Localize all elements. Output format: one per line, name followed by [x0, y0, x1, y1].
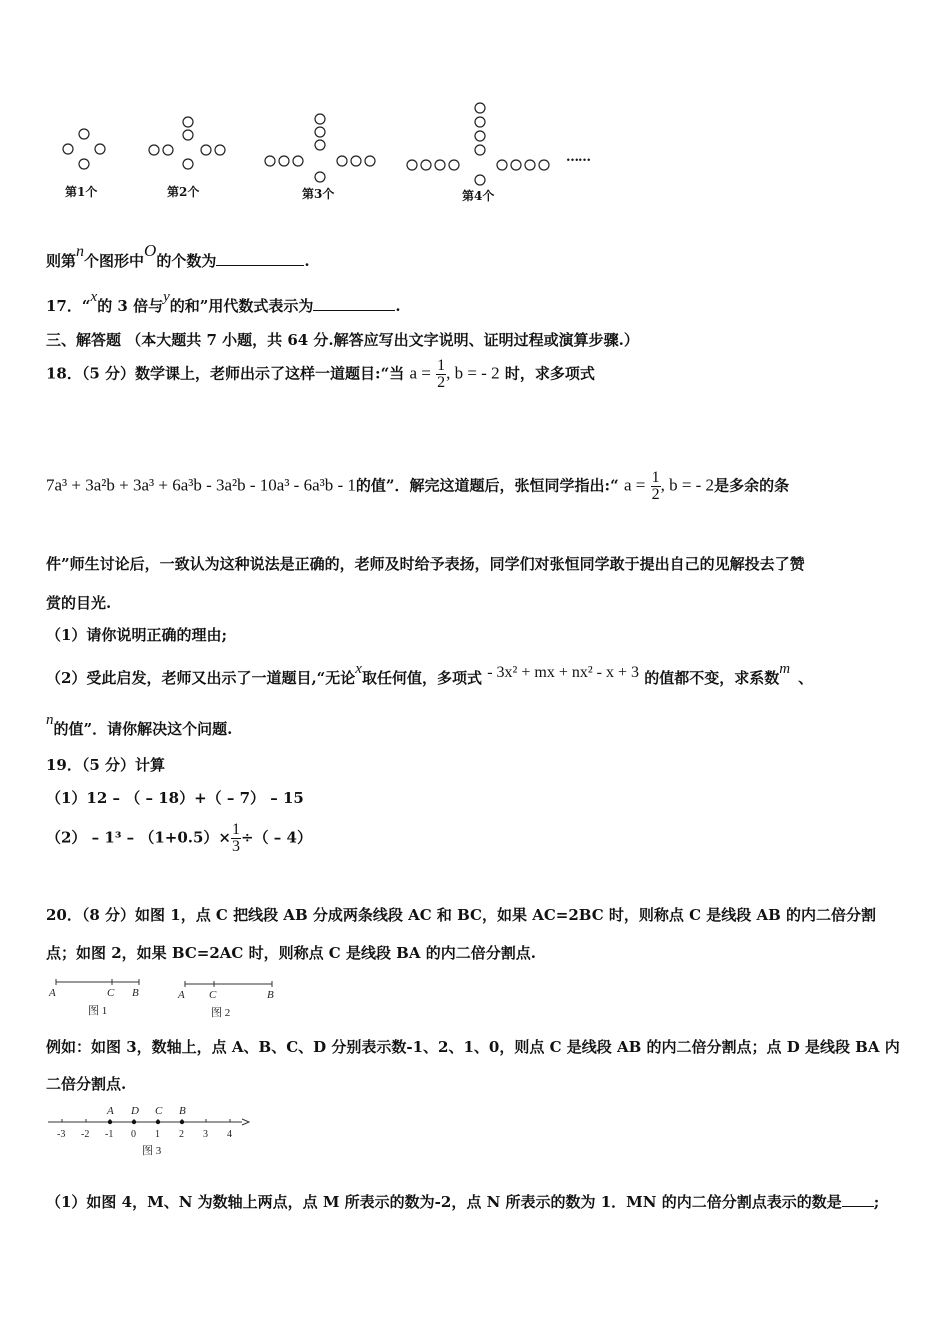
tick-label: 0: [131, 1129, 136, 1140]
fig1-caption: 图 1: [88, 1005, 108, 1017]
number-line-figure-3: [46, 1103, 256, 1161]
var-n: n: [76, 243, 85, 260]
circle: [315, 127, 325, 137]
circle: [421, 160, 431, 170]
var-o: O: [144, 241, 157, 260]
segment-figures-1-2: [46, 974, 296, 1022]
figure-caption-4: 第4个: [462, 189, 495, 203]
section-3-heading: 三、解答题 （本大题共 7 小题，共 64 分.解答应写出文字说明、证明过程或演算步骤.）: [46, 331, 639, 349]
point-label-a: A: [107, 1105, 114, 1117]
circle: [475, 131, 485, 141]
var-x: x: [90, 289, 98, 305]
tick-label: 1: [155, 1129, 160, 1140]
circle: [163, 145, 173, 155]
var-x: x: [355, 661, 362, 677]
q19-title: 19．（5 分）计算: [46, 756, 166, 774]
circle-pattern-figure: [55, 95, 615, 205]
answer-blank: [216, 265, 304, 266]
tick-label: 2: [179, 1129, 184, 1140]
circle: [279, 156, 289, 166]
tick-label: -3: [57, 1129, 66, 1140]
circle: [337, 156, 347, 166]
fraction-one-half: $\frac{1}{2}$: [651, 469, 660, 503]
fig2-caption: 图 2: [211, 1007, 231, 1019]
point-c: [156, 1120, 160, 1124]
answer-blank: [313, 310, 395, 311]
tick-label: -2: [81, 1129, 90, 1140]
figure-caption-3: 第3个: [302, 187, 335, 201]
tick-label: 3: [203, 1129, 208, 1140]
q18-part-1: （1）请你说明正确的理由;: [46, 626, 227, 644]
q20-example-line-1: 例如：如图 3，数轴上，点 A、B、C、D 分别表示数-1、2、1、0，则点 C 是线段 AB 的内二倍分割点；点 D 是线段 BA 内: [46, 1038, 900, 1056]
fraction-one-third: $\frac{1}{3}$: [232, 821, 241, 855]
circle: [497, 160, 507, 170]
figure-caption-2: 第2个: [167, 185, 200, 199]
circle: [215, 145, 225, 155]
circle: [449, 160, 459, 170]
number-line-arrow: [242, 1119, 249, 1125]
circle: [475, 175, 485, 185]
q18-line-2: 7a³ + 3a²b + 3a³ + 6a³b - 3a²b - 10a³ - 6a³b - 1的值”．解完这道题后，张恒同学指出:“ a = $\frac{1}{2}$ , b = - 2是多余的条: [46, 469, 790, 503]
circle: [351, 156, 361, 166]
q18-line-1: 18．（5 分）数学课上，老师出示了这样一道题目:“当 a = $\frac{1}{2}$ , b = - 2 时，求多项式: [46, 357, 595, 391]
q16-answer-line: 则第$^n$个图形中$^O$的个数为 .: [46, 241, 310, 270]
circle: [95, 144, 105, 154]
circle: [475, 117, 485, 127]
point-d: [132, 1120, 136, 1124]
var-y: y: [163, 289, 170, 305]
point-label-b: B: [179, 1105, 186, 1117]
point-a: [108, 1120, 112, 1124]
fig1-label-b: B: [132, 987, 139, 999]
q20-line-1: 20．（8 分）如图 1，点 C 把线段 AB 分成两条线段 AC 和 BC，如果 AC=2BC 时，则称点 C 是线段 AB 的内二倍分割: [46, 906, 877, 924]
circle: [183, 130, 193, 140]
circle: [365, 156, 375, 166]
q18-line-3: 件”师生讨论后，一致认为这种说法是正确的，老师及时给予表扬，同学们对张恒同学敢于提出自己的见解投去了赞: [46, 555, 805, 573]
circle: [407, 160, 417, 170]
circle: [539, 160, 549, 170]
q18-part-2: （2）受此启发，老师又出示了一道题目,“无论$^x$取任何值，多项式 - 3x² + mx + nx² - x + 3 的值都不变，求系数$^m$ 、: [46, 661, 814, 687]
polynomial-expression: 7a³ + 3a²b + 3a³ + 6a³b - 3a²b - 10a³ - 6a³b - 1: [46, 475, 356, 495]
point-label-c: C: [155, 1105, 163, 1117]
circle: [475, 145, 485, 155]
point-label-d: D: [131, 1105, 139, 1117]
circle: [63, 144, 73, 154]
circle: [79, 129, 89, 139]
circle: [315, 114, 325, 124]
circle: [183, 159, 193, 169]
q20-example-line-2: 二倍分割点.: [46, 1075, 127, 1093]
fig2-label-a: A: [178, 989, 185, 1001]
circle: [293, 156, 303, 166]
circle: [315, 172, 325, 182]
point-b: [180, 1120, 184, 1124]
fig3-caption: 图 3: [142, 1145, 162, 1157]
q18-line-4: 赏的目光.: [46, 594, 112, 612]
fraction-one-half: $\frac{1}{2}$: [437, 357, 446, 391]
var-m: m: [779, 661, 791, 677]
polynomial-expression-2: - 3x² + mx + nx² - x + 3: [487, 664, 639, 681]
figure-caption-1: 第1个: [65, 185, 98, 199]
circle: [201, 145, 211, 155]
circle: [315, 140, 325, 150]
pattern-ellipsis: ……: [566, 150, 590, 165]
q17-line: 17．“$^x$的 3 倍与$^y$的和”用代数式表示为 .: [46, 289, 401, 315]
tick-label: 4: [227, 1129, 232, 1140]
fig1-label-a: A: [49, 987, 56, 999]
var-n: n: [46, 712, 54, 728]
q18-part-2-cont: $^n$的值”．请你解决这个问题.: [46, 712, 233, 738]
fig2-label-c: C: [209, 989, 217, 1001]
circle: [149, 145, 159, 155]
circle: [79, 159, 89, 169]
circle: [475, 103, 485, 113]
q19-part-1: （1）12 – （ – 18）+（ – 7） – 15: [46, 789, 304, 807]
circle: [183, 117, 193, 127]
fig2-label-b: B: [267, 989, 274, 1001]
q19-part-2: （2） – 1³ – （1+0.5）× $\frac{1}{3}$ ÷（ – 4）: [46, 821, 312, 855]
answer-blank: [842, 1206, 874, 1207]
circle: [511, 160, 521, 170]
q20-part-1: （1）如图 4，M、N 为数轴上两点，点 M 所表示的数为-2，点 N 所表示的数为 1．MN 的内二倍分割点表示的数是 ;: [46, 1193, 880, 1211]
q20-line-2: 点；如图 2，如果 BC=2AC 时，则称点 C 是线段 BA 的内二倍分割点.: [46, 944, 536, 962]
fig1-label-c: C: [107, 987, 115, 999]
tick-label: -1: [105, 1129, 114, 1140]
circle: [265, 156, 275, 166]
circle: [435, 160, 445, 170]
circle: [525, 160, 535, 170]
